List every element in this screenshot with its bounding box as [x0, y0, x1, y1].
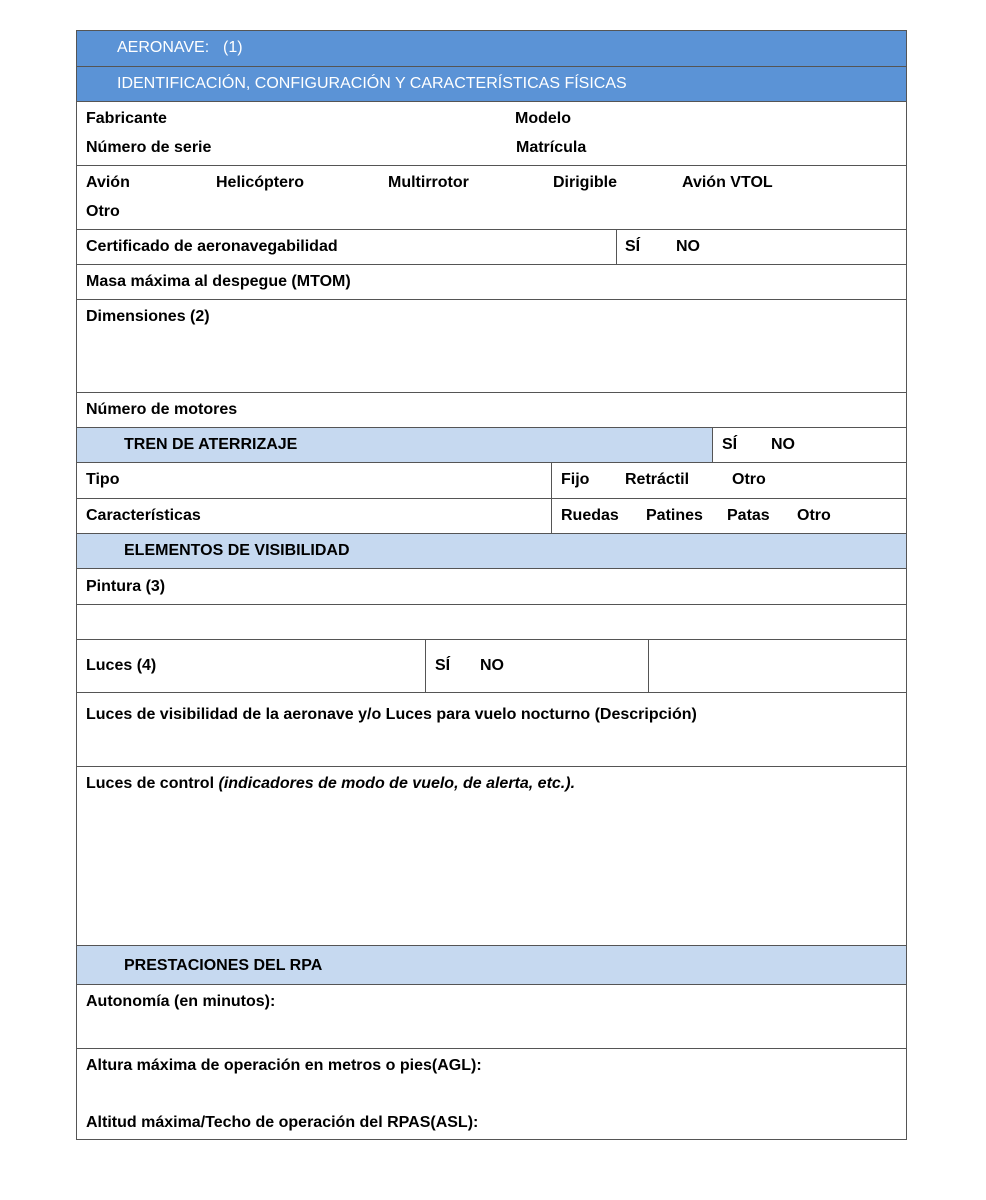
gear-type-fijo[interactable]: Fijo [561, 471, 590, 488]
gear-feature-patines[interactable]: Patines [646, 507, 703, 524]
divider [712, 428, 713, 463]
dimensions-row [77, 300, 906, 393]
aircraft-form [76, 30, 907, 1140]
type-option-avion[interactable]: Avión [86, 174, 130, 191]
divider [616, 230, 617, 265]
mtom-label: Masa máxima al despegue (MTOM) [86, 273, 351, 290]
visibility-lights-label: Luces de visibilidad de la aeronave y/o Luces para vuelo nocturno (Descripción) [86, 706, 697, 723]
performance-header [77, 946, 906, 985]
certificate-row [77, 230, 906, 265]
landing-gear-no[interactable]: NO [771, 436, 795, 453]
type-option-dirigible[interactable]: Dirigible [553, 174, 618, 191]
fabricante-label: Fabricante [86, 110, 167, 127]
gear-features-label: Características [86, 507, 201, 524]
divider [425, 640, 426, 693]
gear-feature-patas[interactable]: Patas [727, 507, 770, 524]
certificate-label: Certificado de aeronavegabilidad [86, 238, 338, 255]
divider [648, 640, 649, 693]
autonomy-row [77, 985, 906, 1049]
engines-row [77, 393, 906, 428]
type-option-otro[interactable]: Otro [86, 203, 120, 220]
gear-features-row [77, 499, 906, 534]
certificate-yes[interactable]: SÍ [625, 238, 641, 255]
gear-type-row [77, 463, 906, 499]
paint-value-row[interactable] [77, 605, 906, 640]
matricula-label: Matrícula [516, 139, 587, 156]
divider [551, 499, 552, 534]
type-option-helicoptero[interactable]: Helicóptero [216, 174, 305, 191]
engines-label: Número de motores [86, 401, 238, 418]
numero-serie-label: Número de serie [86, 139, 212, 156]
type-option-multirrotor[interactable]: Multirrotor [388, 174, 469, 191]
divider [551, 463, 552, 499]
mtom-row [77, 265, 906, 300]
landing-gear-title: TREN DE ATERRIZAJE [124, 436, 298, 453]
control-lights-label: Luces de control [86, 775, 215, 792]
certificate-no[interactable]: NO [676, 238, 700, 255]
autonomy-label: Autonomía (en minutos): [86, 993, 276, 1010]
visibility-lights-row [77, 693, 906, 767]
aeronave-header [77, 31, 906, 67]
max-altitude-label: Altitud máxima/Techo de operación del RPAS(ASL): [86, 1114, 479, 1131]
aircraft-type-row [77, 166, 906, 230]
lights-yes[interactable]: SÍ [435, 657, 451, 674]
type-option-avion-vtol[interactable]: Avión VTOL [682, 174, 773, 191]
lights-row [77, 640, 906, 693]
dimensions-label: Dimensiones (2) [86, 308, 210, 325]
identification-row [77, 102, 906, 166]
aeronave-ref: (1) [223, 39, 243, 56]
lights-label: Luces (4) [86, 657, 157, 674]
visibility-title: ELEMENTOS DE VISIBILIDAD [124, 542, 350, 559]
performance-title: PRESTACIONES DEL RPA [124, 957, 323, 974]
gear-type-retractil[interactable]: Retráctil [625, 471, 690, 488]
control-lights-note: (indicadores de modo de vuelo, de alerta, etc.). [218, 775, 576, 792]
paint-label: Pintura (3) [86, 578, 166, 595]
section-title: IDENTIFICACIÓN, CONFIGURACIÓN Y CARACTERÍSTICAS FÍSICAS [117, 75, 627, 92]
identification-header [77, 67, 906, 102]
max-height-label: Altura máxima de operación en metros o pies(AGL): [86, 1057, 482, 1074]
paint-row [77, 569, 906, 605]
lights-no[interactable]: NO [480, 657, 504, 674]
gear-type-otro[interactable]: Otro [732, 471, 766, 488]
gear-type-label: Tipo [86, 471, 120, 488]
gear-feature-ruedas[interactable]: Ruedas [561, 507, 619, 524]
landing-gear-header-row [77, 428, 906, 463]
altitude-row [77, 1049, 906, 1139]
modelo-label: Modelo [515, 110, 571, 127]
aeronave-label: AERONAVE: [117, 39, 210, 56]
control-lights-row [77, 767, 906, 946]
control-lights-text [86, 775, 575, 793]
landing-gear-yes[interactable]: SÍ [722, 436, 738, 453]
gear-feature-otro[interactable]: Otro [797, 507, 831, 524]
visibility-header [77, 534, 906, 569]
